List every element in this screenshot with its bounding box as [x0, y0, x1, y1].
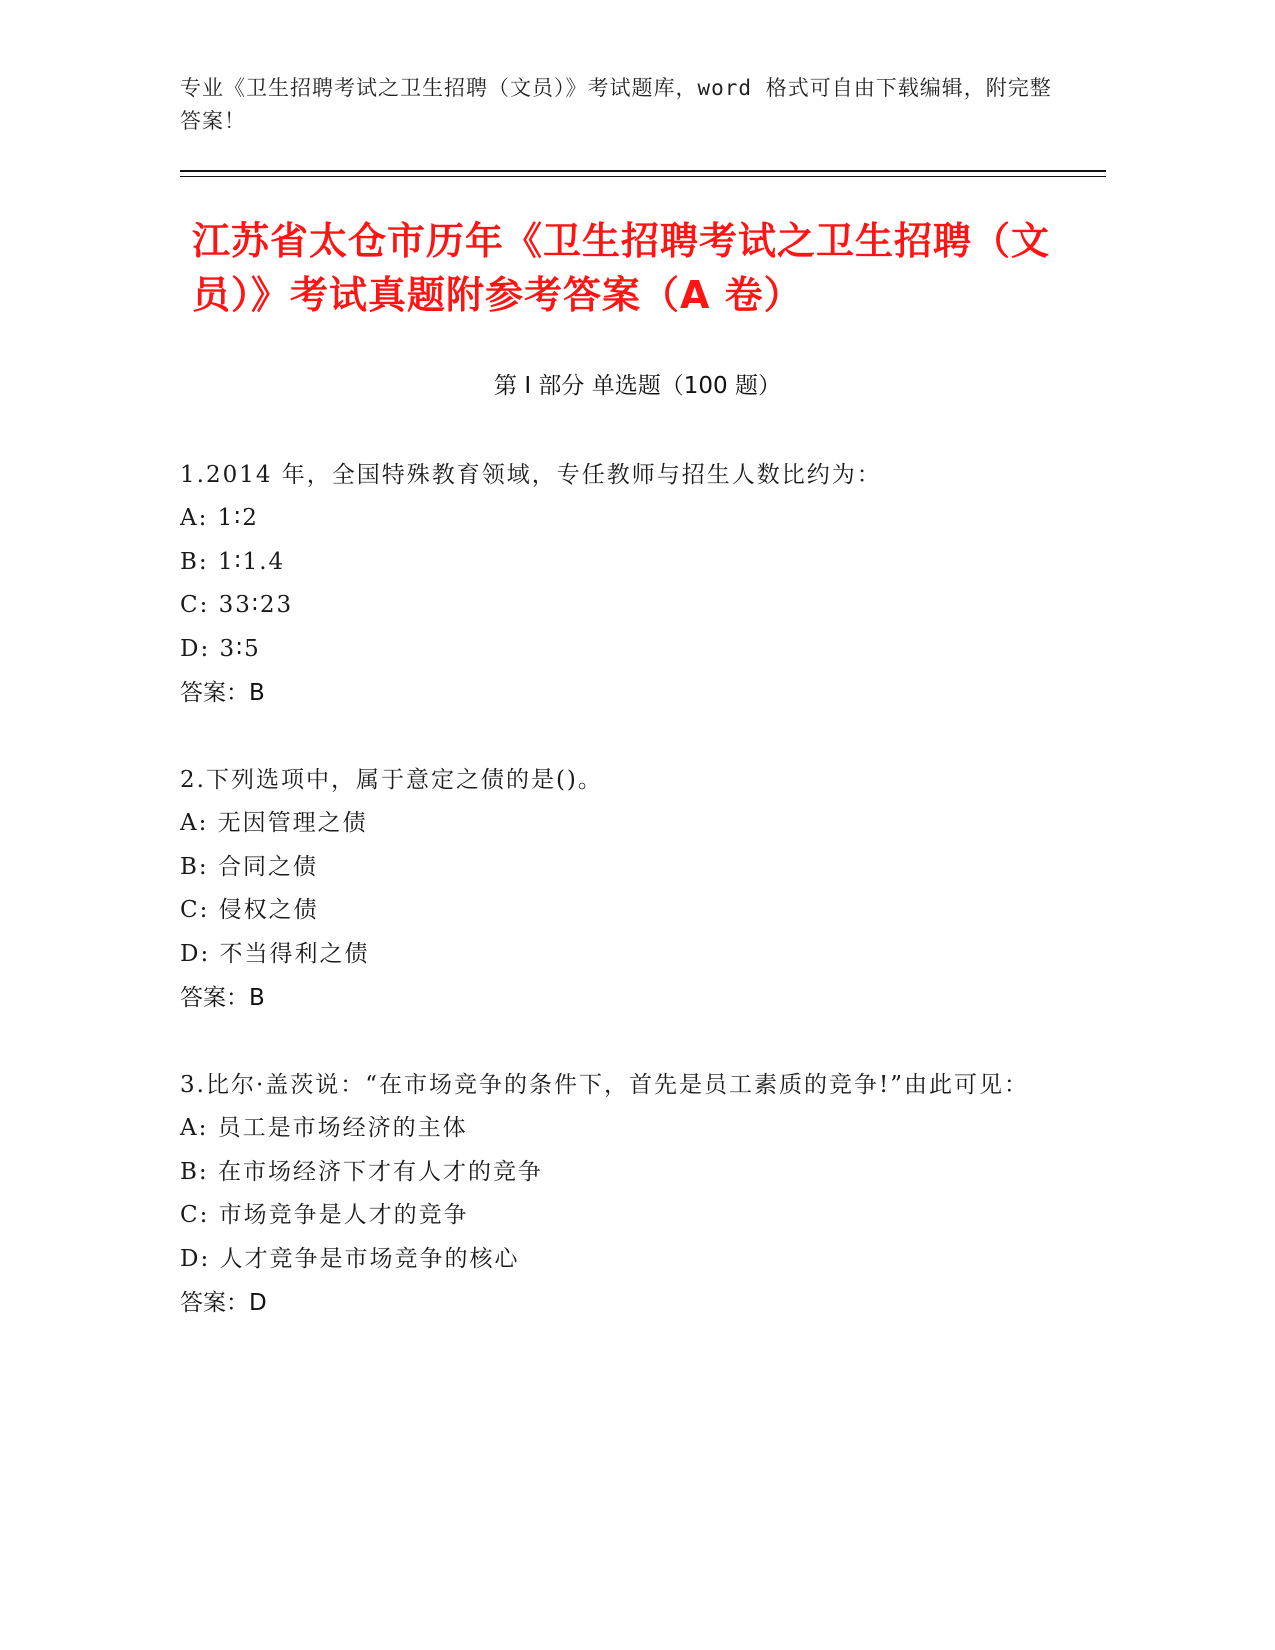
option-a: A: 无因管理之债	[180, 810, 368, 836]
option-c: C: 33∶23	[180, 592, 294, 618]
option-a: A: 1∶2	[180, 505, 259, 531]
answer: 答案：D	[180, 1290, 267, 1316]
question-3	[180, 1064, 1060, 1325]
option-d: D: 人才竞争是市场竞争的核心	[180, 1245, 520, 1272]
document-title: 江苏省太仓市历年《卫生招聘考试之卫生招聘（文员）》考试真题附参考答案（A 卷）	[192, 219, 1051, 317]
question-2	[180, 759, 1060, 1020]
option-b: B: 1∶1.4	[180, 548, 286, 575]
option-a: A: 员工是市场经济的主体	[180, 1115, 468, 1141]
option-c: C: 市场竞争是人才的竞争	[180, 1202, 469, 1228]
option-b: B: 在市场经济下才有人才的竞争	[180, 1158, 543, 1185]
question-1	[180, 454, 1060, 715]
question-stem: 2.下列选项中，属于意定之债的是()。	[180, 767, 603, 793]
header-divider-thin	[180, 176, 1106, 177]
section-title: 第 I 部分 单选题（100 题）	[494, 373, 781, 399]
header-note: 专业《卫生招聘考试之卫生招聘（文员）》考试题库，word 格式可自由下载编辑，附完整答案！	[180, 76, 1052, 133]
question-list	[180, 454, 1060, 1369]
question-stem: 3.比尔·盖茨说：“在市场竞争的条件下，首先是员工素质的竞争!”由此可见：	[180, 1072, 1030, 1098]
question-stem: 1.2014 年，全国特殊教育领域，专任教师与招生人数比约为：	[180, 462, 882, 488]
header-divider-thick	[180, 170, 1106, 172]
answer: 答案：B	[180, 985, 265, 1011]
option-b: B: 合同之债	[180, 853, 318, 880]
option-d: D: 不当得利之债	[180, 940, 370, 967]
option-d: D: 3∶5	[180, 635, 261, 662]
answer: 答案：B	[180, 680, 265, 706]
option-c: C: 侵权之债	[180, 897, 319, 923]
